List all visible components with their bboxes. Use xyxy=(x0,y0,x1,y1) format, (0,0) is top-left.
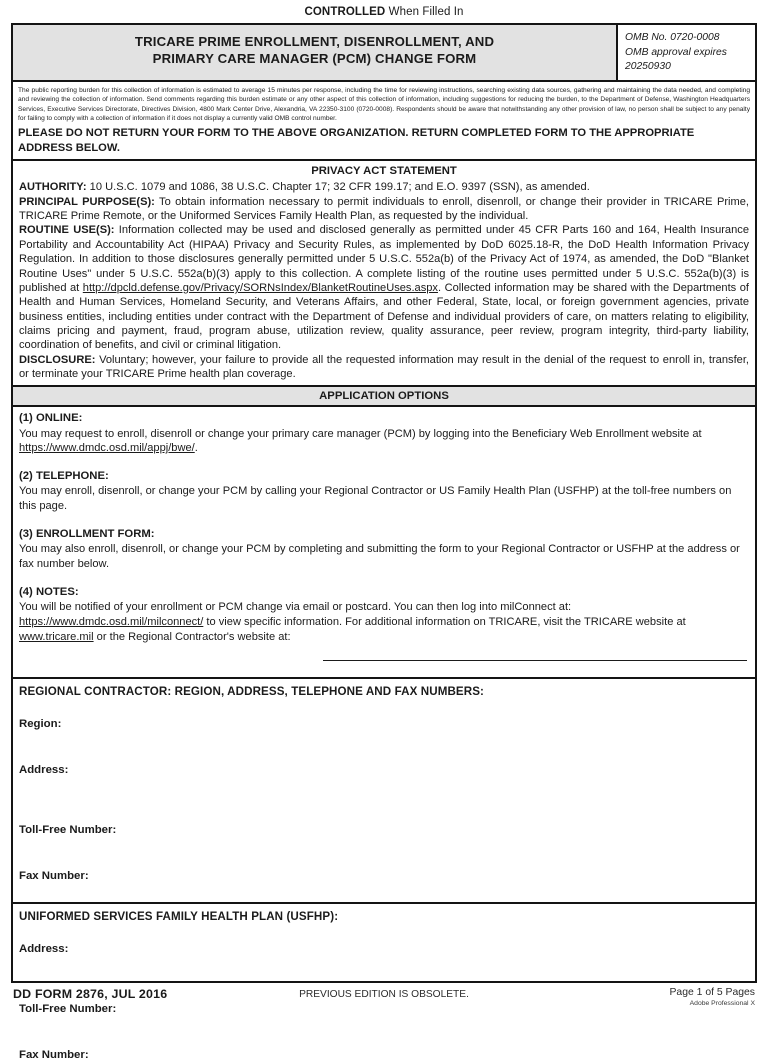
option-enrollment-form-heading: (3) ENROLLMENT FORM: xyxy=(19,528,155,541)
option-telephone-heading: (2) TELEPHONE: xyxy=(19,470,109,483)
form-number: DD FORM 2876, JUL 2016 xyxy=(13,987,168,1001)
tricare-website-link[interactable]: www.tricare.mil xyxy=(19,630,94,643)
spacer-contractor-1 xyxy=(19,698,749,718)
omb-expires-date: 20250930 xyxy=(625,61,671,73)
burden-notice: PLEASE DO NOT RETURN YOUR FORM TO THE ABOVE ORGANIZATION. RETURN COMPLETED FORM TO THE APPROPRIATE ADDRESS BELOW. xyxy=(18,127,695,154)
contractor-region-label[interactable]: Region: xyxy=(19,717,62,730)
spacer-after-online xyxy=(19,456,749,469)
software-credit: Adobe Professional X xyxy=(689,1000,755,1007)
privacy-routine-uses xyxy=(19,223,749,352)
authority-text: 10 U.S.C. 1079 and 1086, 38 U.S.C. Chapter 17; 32 CFR 199.17; and E.O. 9397 (SSN), as amended. xyxy=(86,181,590,194)
online-text-part-2: . xyxy=(194,442,198,455)
notes-text-part-3: or the Regional Contractor's website at: xyxy=(93,630,291,643)
purpose-text: To obtain information necessary to permit individuals to enroll, disenroll, or change their provider in TRICARE Prime, TRICARE Prime Remote, or the Uniformed Services Family Health Plan, as requested by the individual. xyxy=(19,195,749,223)
routine-uses-link[interactable]: http://dpcld.defense.gov/Privacy/SORNsIndex/BlanketRoutineUses.aspx xyxy=(82,281,438,294)
notes-text-part-2: to view specific information. For additional information on TRICARE, visit the TRICARE website at xyxy=(203,615,686,628)
spacer-contractor-3 xyxy=(19,776,749,824)
spacer-contractor-2 xyxy=(19,730,749,764)
disclosure-text: Voluntary; however, your failure to provide all the requested information may result in the denial of the request to enroll in, transfer, or terminate your TRICARE Prime health plan coverage. xyxy=(19,353,749,381)
burden-statement-block xyxy=(13,82,755,162)
notes-text-part-1: You will be notified of your enrollment or PCM change via email or postcard. You can then log into milConnect at: xyxy=(19,601,572,614)
regional-contractor-heading: REGIONAL CONTRACTOR: REGION, ADDRESS, TELEPHONE AND FAX NUMBERS: xyxy=(19,684,485,698)
previous-edition-notice: PREVIOUS EDITION IS OBSOLETE. xyxy=(299,989,469,1000)
contractor-website-fill-row xyxy=(19,645,749,671)
form-title-line-2: PRIMARY CARE MANAGER (PCM) CHANGE FORM xyxy=(152,51,477,67)
contractor-fax-label[interactable]: Fax Number: xyxy=(19,869,89,882)
privacy-act-heading: PRIVACY ACT STATEMENT xyxy=(311,165,457,178)
spacer-after-telephone xyxy=(19,514,749,527)
title-row xyxy=(13,25,755,82)
option-online-text xyxy=(19,427,749,457)
spacer-usfhp-1 xyxy=(19,923,749,943)
page-footer xyxy=(11,983,757,1021)
authority-label: AUTHORITY: xyxy=(19,181,87,194)
omb-box xyxy=(616,25,755,80)
routine-label: ROUTINE USE(S): xyxy=(19,224,115,237)
application-options-block xyxy=(13,407,755,678)
option-online-heading: (1) ONLINE: xyxy=(19,412,83,425)
online-text-part-1: You may request to enroll, disenroll or change your primary care manager (PCM) by logging into the Beneficiary Web Enrollment website at xyxy=(19,427,702,440)
option-telephone-text: You may enroll, disenroll, or change your PCM by calling your Regional Contractor or US Family Health Plan (USFHP) at the toll-free numbers on this page. xyxy=(19,485,732,513)
usfhp-heading: UNIFORMED SERVICES FAMILY HEALTH PLAN (USFHP): xyxy=(19,909,339,923)
routine-text-part-1: Information collected may be used and disclosed generally as permitted under 45 CFR Parts 160 and 164, Health Insurance Portability and Accountability Act (HIPAA) Privacy and Security Rules, as implemented by DoD 6025.18-R, the DoD Health Information Privacy Regulation. In addition to those disclosures generally permitted under 5 U.S.C. 552a(b) of the Privacy Act of 1974, as amended, the DoD "Blanket Routine Uses" under 5 U.S.C. 552a(b)(3) apply to this collection. A complete listing of the routine uses permitted under 5 U.S.C. 552a(b)(3) is published at xyxy=(19,224,749,294)
option-enrollment-form-text: You may also enroll, disenroll, or change your PCM by completing and submitting the form to your Regional Contractor or USFHP at the address or fax number below. xyxy=(19,543,740,571)
option-notes-text xyxy=(19,600,749,645)
purpose-label: PRINCIPAL PURPOSE(S): xyxy=(19,195,155,208)
milconnect-link[interactable]: https://www.dmdc.osd.mil/milconnect/ xyxy=(19,615,204,628)
form-title xyxy=(13,25,616,80)
omb-expires-label: OMB approval expires xyxy=(625,46,727,58)
privacy-authority xyxy=(19,180,749,194)
privacy-act-block xyxy=(13,161,755,387)
usfhp-fax-label[interactable]: Fax Number: xyxy=(19,1048,89,1061)
contractor-address-label[interactable]: Address: xyxy=(19,763,69,776)
option-notes-heading: (4) NOTES: xyxy=(19,585,79,598)
controlled-banner xyxy=(0,0,768,23)
spacer-after-enrollment xyxy=(19,572,749,585)
page-number: Page 1 of 5 Pages xyxy=(669,987,755,998)
burden-paragraph: The public reporting burden for this collection of information is estimated to average 15 minutes per response, including the time for reviewing instructions, searching existing data sources, gathering and maintaining the data needed, and completing and reviewing the collection of information. Send comments regarding this burden estimate or any other aspect of this collection of information, including suggestions for reducing the burden, to the Department of Defense, Washington Headquarters Services, Executive Services Directorate, Directives Division, 4800 Mark Center Drive, Alexandria, VA 22350-3100 (0720-0008). Respondents should be aware that notwithstanding any other provision of law, no person shall be subject to any penalty for failing to comply with a collection of information if it does not display a currently valid OMB control number. xyxy=(18,86,750,122)
privacy-disclosure xyxy=(19,353,749,382)
regional-contractor-block xyxy=(13,679,755,904)
contractor-website-fill-line[interactable] xyxy=(323,660,747,661)
contractor-tollfree-label[interactable]: Toll-Free Number: xyxy=(19,823,117,836)
usfhp-address-label[interactable]: Address: xyxy=(19,942,69,955)
disclosure-label: DISCLOSURE: xyxy=(19,353,96,366)
spacer-contractor-5 xyxy=(19,882,749,902)
privacy-principal-purpose xyxy=(19,195,749,224)
omb-number: OMB No. 0720-0008 xyxy=(625,32,720,43)
application-options-heading: APPLICATION OPTIONS xyxy=(13,387,755,407)
spacer-contractor-4 xyxy=(19,836,749,870)
bwe-website-link[interactable]: https://www.dmdc.osd.mil/appj/bwe/ xyxy=(19,442,195,455)
form-title-line-1: TRICARE PRIME ENROLLMENT, DISENROLLMENT, AND xyxy=(134,34,495,49)
controlled-label: CONTROLLED xyxy=(304,6,386,18)
controlled-suffix: When Filled In xyxy=(385,6,464,18)
routine-text-part-2: . Collected information may be shared with the Departments of Health and Human Services, Homeland Security, and Veterans Affairs, and other Federal, State, local, or foreign government agencies, private business entities, including entities under contract with the Department of Defense and individual providers of care, on matters relating to eligibility, claims pricing and payment, fraud, program abuse, utilization review, quality assurance, peer review, program integrity, third-party liability, coordination of benefits, and civil or criminal litigation. xyxy=(19,281,749,352)
usfhp-tollfree-label[interactable]: Toll-Free Number: xyxy=(19,1002,117,1015)
